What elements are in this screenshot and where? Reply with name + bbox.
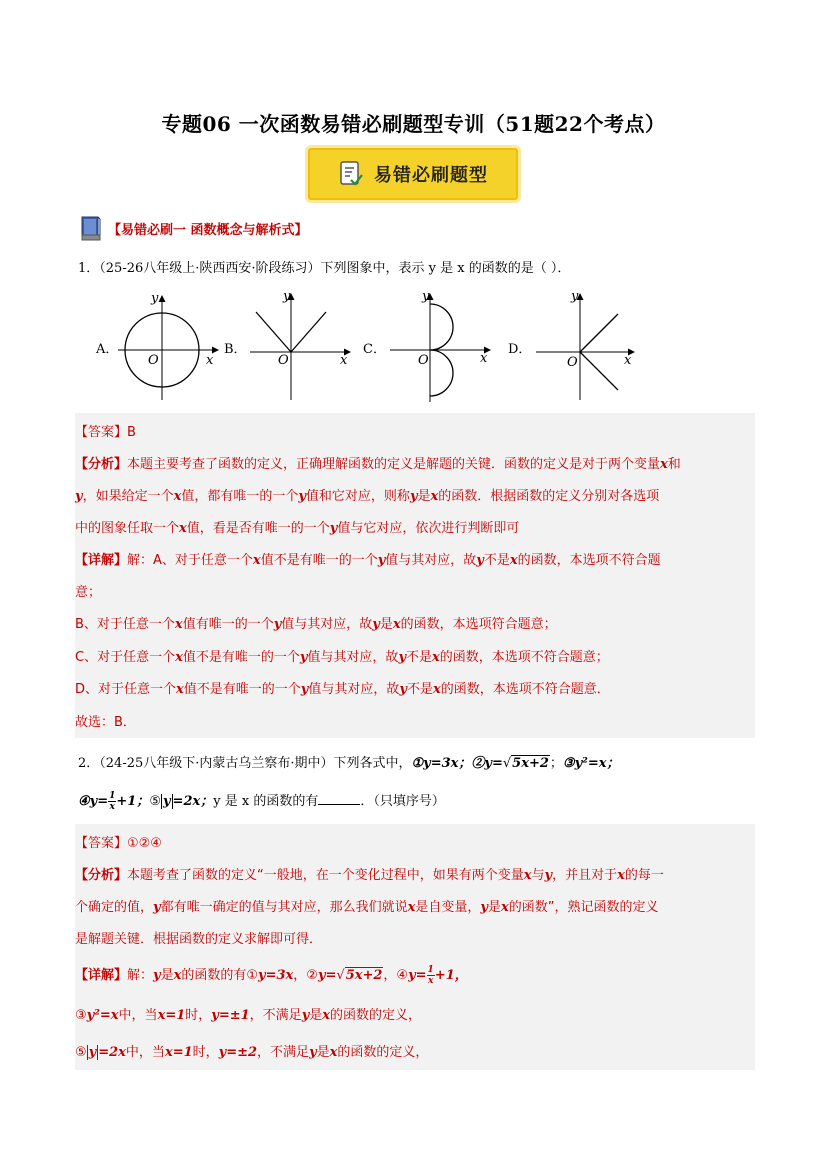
option-d-upper-ray xyxy=(580,314,618,352)
analysis-2-line-2: 个确定的值，y都有唯一确定的值与其对应，那么我们就说x是自变量，y是x的函数”，熟记函数的定义 xyxy=(75,900,659,915)
option-b-label: B． xyxy=(224,342,247,357)
detail-1-option-b: B、对于任意一个x值有唯一的一个y值与其对应，故y是x的函数，本选项符合题意； xyxy=(75,617,557,632)
detail-2-line-3: ③y²=x中，当x=1时，y=±1，不满足y是x的函数的定义， xyxy=(75,1008,422,1023)
analysis-1-line-2: y，如果给定一个x值，都有唯一的一个y值和它对应，则称y是x的函数．根据函数的定义分别对各选项 xyxy=(75,489,660,504)
option-d-x: x xyxy=(624,353,632,368)
analysis-1-line-1: 【分析】本题主要考查了函数的定义，正确理解函数的定义是解题的关键．函数的定义是对于两个变量x和 xyxy=(75,457,681,472)
option-a-label: A． xyxy=(96,342,119,357)
badge xyxy=(308,148,518,200)
option-d-label: D． xyxy=(508,342,532,357)
detail-1-line-2: 意； xyxy=(75,585,102,600)
section-title: 【易错必刷一 函数概念与解析式】 xyxy=(108,222,308,238)
option-b-left-branch xyxy=(256,312,291,352)
question-2-line-2: ④y= $\frac{1}{x}$ +1；⑤ y =2x；y 是 x 的函数的有 ．（只填序号） xyxy=(78,791,445,812)
badge-label: 易错必刷题型 xyxy=(374,165,488,186)
checklist-icon xyxy=(338,160,364,188)
option-d-o: O xyxy=(567,355,578,370)
answer-1: 【答案】B xyxy=(75,425,136,440)
option-b-o: O xyxy=(278,353,289,368)
option-d-lower-ray xyxy=(580,352,618,390)
analysis-1-line-3: 中的图象任取一个x值，看是否有唯一的一个y值与它对应，依次进行判断即可 xyxy=(75,521,520,536)
page-title: 专题06 一次函数易错必刷题型专训（51题22个考点） xyxy=(161,112,666,136)
analysis-2-line-1: 【分析】本题考查了函数的定义“一般地，在一个变化过程中，如果有两个变量x与y，并且对于x的每一 xyxy=(75,868,664,883)
option-c-label: C． xyxy=(363,342,386,357)
detail-1-line-1: 【详解】解：A、对于任意一个x值不是有唯一的一个y值与其对应，故y不是x的函数，本选项不符合题 xyxy=(75,553,661,568)
option-a-y: y xyxy=(151,291,159,306)
option-a-x: x xyxy=(206,353,214,368)
option-b-x: x xyxy=(340,353,348,368)
option-c-x: x xyxy=(480,351,488,366)
analysis-2-line-3: 是解题关键．根据函数的定义求解即可得． xyxy=(75,932,323,947)
question-2-line-1: 2．（24-25八年级下·内蒙古乌兰察布·期中）下列各式中，①y=3x；②y=√5x+2；③y²=x； xyxy=(78,756,620,771)
option-a-o: O xyxy=(148,353,159,368)
option-c-o: O xyxy=(418,353,429,368)
q1-figures xyxy=(78,290,678,405)
option-b-y: y xyxy=(283,290,291,304)
option-c-upper-arc xyxy=(430,304,453,350)
answer-blank[interactable] xyxy=(318,804,360,805)
detail-1-option-c: C、对于任意一个x值不是有唯一的一个y值与其对应，故y不是x的函数，本选项不符合题意； xyxy=(75,650,609,665)
answer-box-2 xyxy=(75,824,755,1070)
detail-2-line-5: ⑤ y =2x中，当x=1时，y=±2，不满足y是x的函数的定义， xyxy=(75,1045,429,1060)
answer-box-1 xyxy=(75,413,755,738)
detail-1-choose: 故选：B． xyxy=(75,715,136,730)
option-b-right-branch xyxy=(291,312,326,352)
detail-1-option-d: D、对于任意一个x值不是有唯一的一个y值与其对应，故y不是x的函数，本选项不符合题意． xyxy=(75,682,610,697)
detail-2-line-1: 【详解】解：y是x的函数的有①y=3x，②y=√5x+2，④y= $\frac{1}{x}$ +1， xyxy=(75,965,468,986)
answer-2: 【答案】①②④ xyxy=(75,836,162,851)
option-d-y: y xyxy=(571,290,579,304)
question-1: 1．（25-26八年级上·陕西西安·阶段练习）下列图象中，表示 y 是 x 的函数的是（ ）． xyxy=(78,261,571,276)
section-header xyxy=(78,214,308,242)
book-icon xyxy=(78,214,104,242)
option-c-lower-arc xyxy=(430,350,453,396)
option-c-y: y xyxy=(422,290,430,304)
